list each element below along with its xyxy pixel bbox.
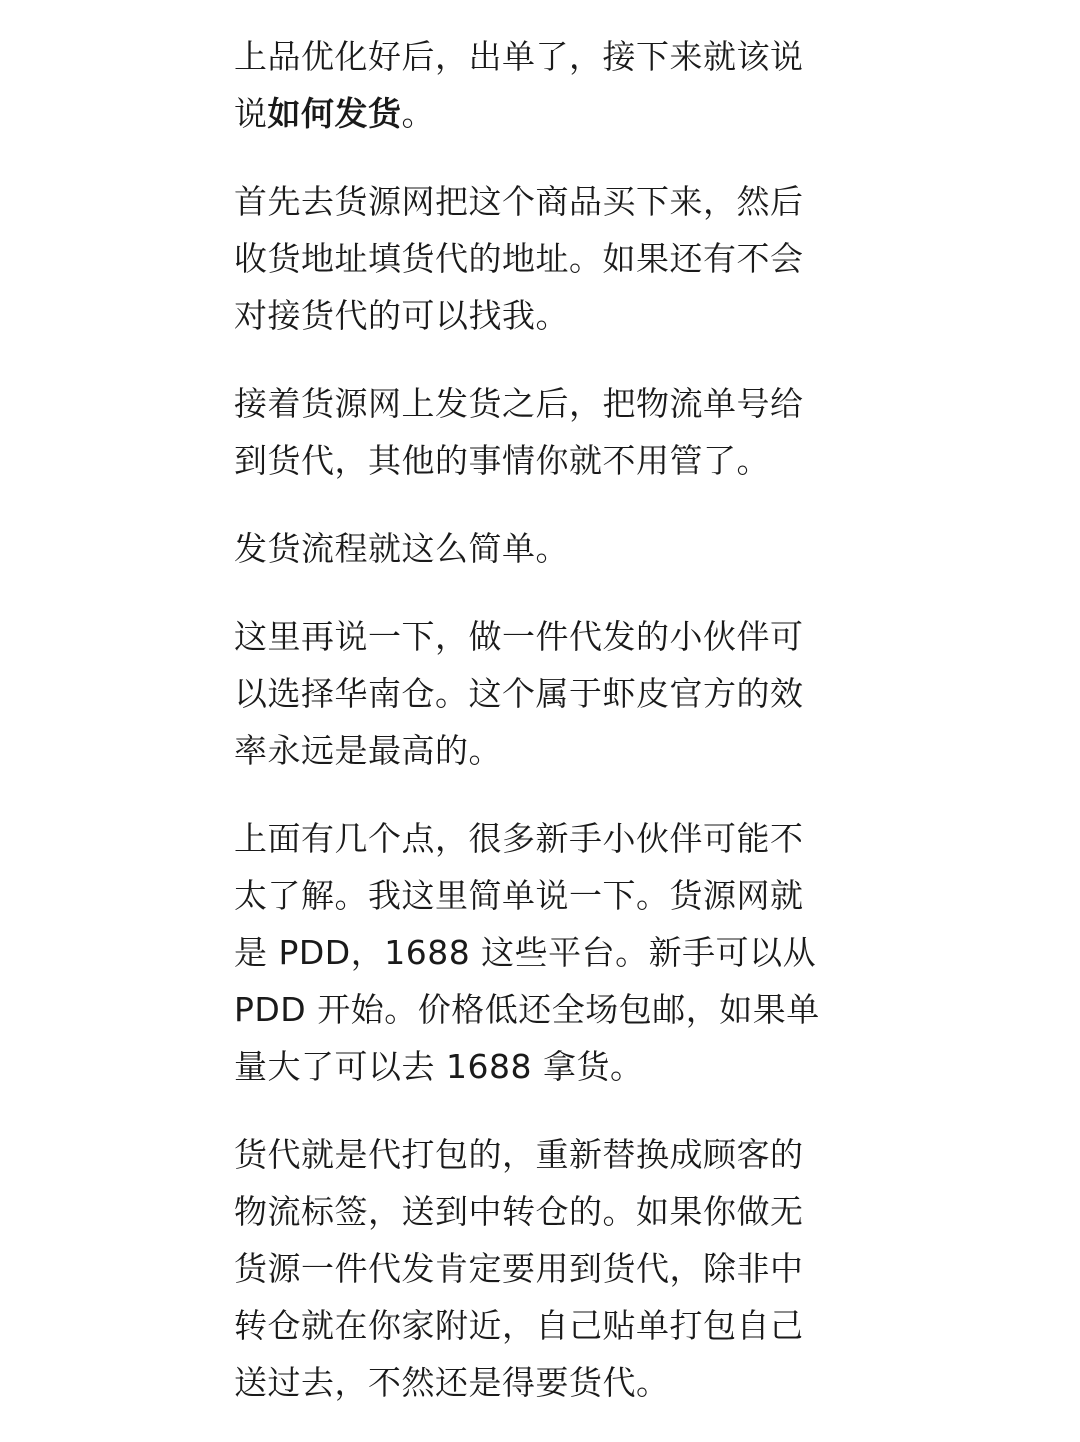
paragraph-tracking bbox=[234, 375, 850, 489]
text-line: 物流标签，送到中转仓的。如果你做无 bbox=[234, 1192, 804, 1231]
text-line: 率永远是最高的。 bbox=[234, 731, 502, 770]
bold-keyword: 如何发货 bbox=[267, 94, 402, 133]
article-body bbox=[234, 28, 850, 1442]
text-line: 太了解。我这里简单说一下。货源网就 bbox=[234, 876, 804, 915]
text-fragment: 说 bbox=[234, 94, 268, 133]
text-line: 上面有几个点，很多新手小伙伴可能不 bbox=[234, 819, 804, 858]
text-line: 上品优化好后，出单了，接下来就该说 bbox=[234, 37, 804, 76]
paragraph-sources bbox=[234, 810, 850, 1095]
text-line: 送过去，不然还是得要货代。 bbox=[234, 1363, 670, 1402]
text-line: PDD 开始。价格低还全场包邮，如果单 bbox=[234, 990, 820, 1029]
text-line: 发货流程就这么简单。 bbox=[234, 529, 569, 568]
text-line: 货代就是代打包的，重新替换成顾客的 bbox=[234, 1135, 804, 1174]
text-line: 货源一件代发肯定要用到货代，除非中 bbox=[234, 1249, 804, 1288]
paragraph-buy-goods bbox=[234, 173, 850, 344]
text-line: 以选择华南仓。这个属于虾皮官方的效 bbox=[234, 674, 804, 713]
text-line: 对接货代的可以找我。 bbox=[234, 296, 569, 335]
text-fragment: 。 bbox=[401, 94, 435, 133]
text-line: 是 PDD，1688 这些平台。新手可以从 bbox=[234, 933, 817, 972]
text-line: 这里再说一下，做一件代发的小伙伴可 bbox=[234, 617, 804, 656]
text-line: 接着货源网上发货之后，把物流单号给 bbox=[234, 384, 804, 423]
paragraph-warehouse bbox=[234, 608, 850, 779]
paragraph-simple bbox=[234, 520, 850, 577]
text-line: 收货地址填货代的地址。如果还有不会 bbox=[234, 239, 804, 278]
text-line: 到货代，其他的事情你就不用管了。 bbox=[234, 441, 770, 480]
text-line: 量大了可以去 1688 拿货。 bbox=[234, 1047, 644, 1086]
text-line bbox=[234, 85, 850, 142]
paragraph-intro bbox=[234, 28, 850, 142]
text-line: 转仓就在你家附近，自己贴单打包自己 bbox=[234, 1306, 804, 1345]
paragraph-forwarder bbox=[234, 1126, 850, 1411]
text-line: 首先去货源网把这个商品买下来，然后 bbox=[234, 182, 804, 221]
